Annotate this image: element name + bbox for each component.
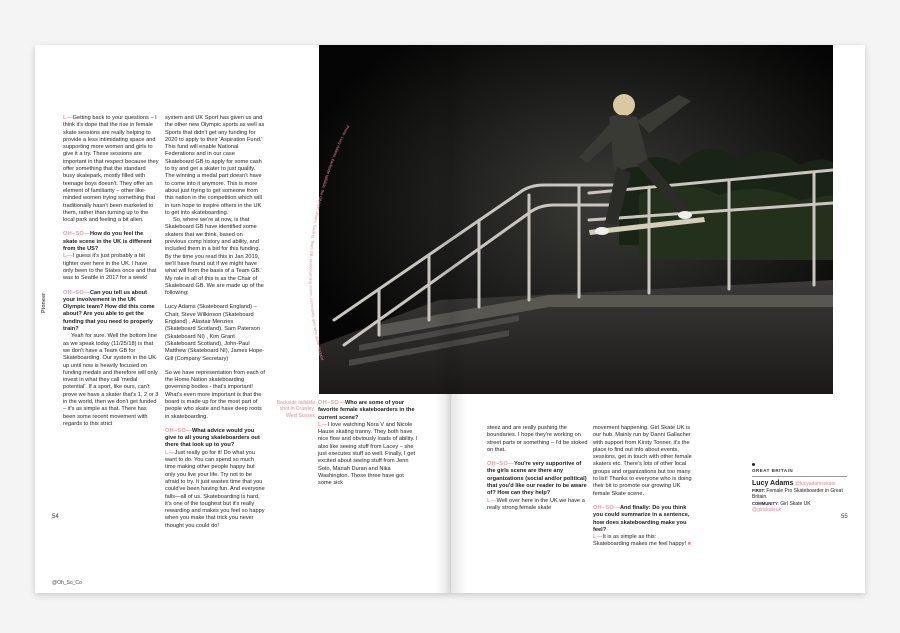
speaker-tag: L— bbox=[487, 497, 497, 504]
speaker-tag: L— bbox=[318, 421, 328, 428]
social-handle: @Oh_So_Co bbox=[52, 580, 82, 586]
left-column-1 bbox=[63, 115, 159, 435]
question: You're very supportive of the girls scene are there any organizations (social and/or political) that you'd like our reader to be aware of? How can they help? bbox=[487, 461, 587, 497]
paragraph: I love watching Nora V and Nicole Hause skating tranny. They both have nice flow and obviously loads of ability. I also like seeing stuff from Lacey – she just executes stuff so well. Finally, I get excited about seeing stuff from Jenn Soto, Mariah Duran and Nika Washington. Those three have got some sick bbox=[318, 421, 418, 487]
curved-text-decoration bbox=[297, 125, 367, 445]
photo-caption: Backside tailslide shot in Crawley, West Sussex bbox=[276, 400, 315, 419]
section-tag: Pioneer bbox=[41, 292, 47, 313]
svg-text:Photo: Lucy Adams, backside ta bbox=[308, 125, 350, 362]
paragraph: Yeah for sure. Well the bottom line as we speak today (11/25/18) is that we don't have a Team GB for Skateboarding. Our system in the UK up until now is heavily focused on funding medals and therefore will only invest in what they call 'medal potential'. If a sport, like ours, can't prove we have a skater that's 1, 2 or 3 in the world, then we don't get funded – it's as simple as that. There has been some recent movement with regards to this strict bbox=[63, 333, 159, 427]
speaker-tag: OH–SO— bbox=[487, 461, 514, 468]
paragraph: I guess it's just probably a bit tighter over here in the UK. I have only been to the States once and that was to Seattle in 2017 for a week! bbox=[63, 253, 157, 282]
speaker-tag: L— bbox=[63, 253, 73, 260]
paragraph: steez and are really pushing the boundaries. I hope they're working on street parts or something – I'd be stoked on that. bbox=[487, 425, 588, 453]
question: Can you tell us about your involvement in the UK Olympic team? How did this come about? Are you able to get the funding that you need to properly train? bbox=[63, 289, 155, 333]
right-column-2 bbox=[593, 425, 693, 556]
page-number-right: 55 bbox=[841, 514, 848, 520]
speaker-tag: L— bbox=[165, 449, 175, 456]
profile-community-value: Girl Skate UK bbox=[780, 500, 811, 507]
paragraph: movement happening. Girl Skate UK is our hub. Mainly run by Danni Gallacher with support from Kirsty Tonner, it's the place to find out info about events, sessions, get in touch with other female skaters etc. There's lots of other local groups and organizations but too many to list! Thanks to everyone who is doing their bit to promote our growing UK female Skate scene. bbox=[593, 425, 692, 497]
right-column-1 bbox=[487, 425, 589, 519]
curved-text: Photo: Lucy Adams, backside tailslide, the Olympic dream, funding, Team GB, skateboarding scene, community, girls who skate, support bbox=[308, 125, 351, 361]
speaker-tag: OH–SO— bbox=[63, 289, 90, 296]
question: And finally: Do you think you could summarize in a sentence, how does skateboarding make you feel? bbox=[593, 504, 690, 533]
profile-name: Lucy Adams bbox=[752, 480, 794, 487]
question: How do you feel the skate scene in the UK is different from the US? bbox=[63, 231, 152, 253]
paragraph: It is as simple as this: Skateboarding makes me feel happy! bbox=[593, 534, 687, 548]
speaker-tag: OH–SO— bbox=[63, 231, 90, 238]
gutter-shadow bbox=[435, 45, 467, 593]
profile-box bbox=[752, 481, 852, 514]
speaker-tag: L— bbox=[593, 534, 603, 541]
left-column-2 bbox=[165, 115, 265, 537]
profile-community-label: COMMUNITY: bbox=[752, 500, 779, 506]
speaker-tag: OH–SO— bbox=[165, 427, 192, 434]
profile-section-label: GREAT BRITAIN bbox=[752, 468, 794, 473]
paragraph: So, where we're at now, is that Skateboard GB have identified some skaters that we think, based on previous comp history and ability, and included them in a bid for this funding. By the time you read this in Jan 2019, we'll have found out if we might have what will form the basis of a Team GB. My role in all of this is as the Chair of Skateboard GB. We are made up of the following: bbox=[165, 217, 264, 297]
question: Who are some of your favorite female skateboarders in the current scene? bbox=[318, 400, 415, 421]
paragraph: So we have representation from each of the Home Nation skateboarding governing bodies - that's important! What's even more important is that the board is made up for the most part of people who skate and have deep roots in skateboarding. bbox=[165, 369, 265, 420]
speaker-tag: OH–SO— bbox=[318, 400, 345, 406]
paragraph: Getting back to your questions – I think it's dope that the rise in female skate sessions are really helping to provide a less intimidating space and supporting more women and girls to give it a try. These sessions are important in that respect because they offer something that the standard busy skatepark, mostly filled with teenage boys doesn't. They offer an element of familiarity – other like-minded women trying something that traditionally hasn't been marketed to them, rather than turning up to the local park and feeling a bit alien. bbox=[63, 115, 159, 224]
skateboard-photo bbox=[319, 45, 833, 394]
end-mark-icon: ■ bbox=[686, 541, 692, 548]
divider bbox=[752, 476, 847, 477]
speaker-tag: OH–SO— bbox=[593, 504, 620, 511]
question: What advice would you give to all young skateboarders out there that look up to you? bbox=[165, 427, 260, 449]
paragraph: Just really go for it! Do what you want to do. You can spend so much time making other people happy but only you live your life. Try not to be afraid to try. It just wastes time that you could've been having fun. And everyone falls—all of us. Skateboarding is hard, it's one of the toughest but it's really rewarding and makes you feel so happy when you make that trick you never thought you could do! bbox=[165, 449, 265, 529]
paragraph: Well over here in the UK we have a really strong female skate bbox=[487, 497, 585, 511]
paragraph: system and UK Sport has given us and the other new Olympic sports as well as Sports that didn't get any funding for 2020 to apply to their 'Aspiration Fund.' This fund will enable National Federations and in our case Skateboard GB to apply for some cash to try and get a skater to just qualify. The winning a medal part doesn't have to come into it anymore. This is more about just trying to get someone from this nation in the competition which will in turn hope to inspire others in the UK to get into skateboarding. bbox=[165, 115, 265, 216]
paragraph: Lucy Adams (Skateboard England) – Chair, Steve Wilkinson (Skateboard England) , Alastair Menzies (Skateboard Scotland), Sam Paterson (Skateboard NI) , Kim Grant (Skateboard Scotland), John-Paul Matthew (Skateboard NI), James Hope-Gill (Company Secretary) bbox=[165, 304, 265, 362]
profile-first-value: Female Pro Skateboarder in Great Britain. bbox=[752, 487, 843, 501]
left-column-3 bbox=[318, 400, 418, 495]
profile-community-handle: @girlskateuk bbox=[752, 507, 781, 514]
magazine-spread bbox=[35, 45, 865, 593]
bullet-icon bbox=[752, 463, 755, 466]
speaker-tag: L— bbox=[63, 115, 73, 121]
page-number-left: 54 bbox=[52, 514, 59, 520]
profile-handle: @lucyadamsskate bbox=[794, 481, 836, 487]
profile-first-label: FIRST: bbox=[752, 487, 766, 493]
